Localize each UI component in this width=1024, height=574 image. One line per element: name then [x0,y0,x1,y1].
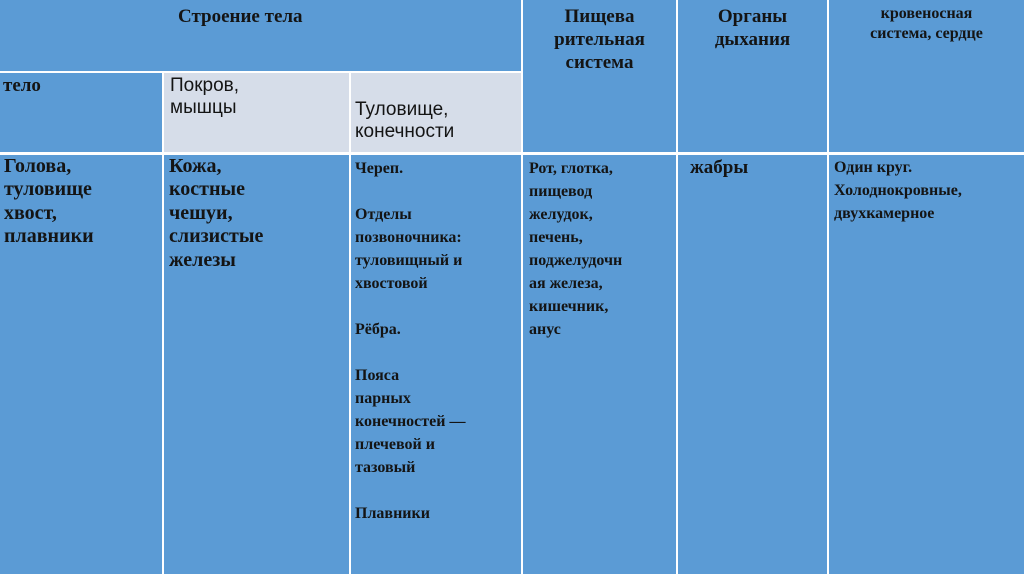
header-cell-digestive [523,0,676,152]
header-cell-respiratory [678,0,827,152]
header-circulatory: кровеносная система, сердце [870,5,983,42]
subheader-body: тело [3,75,41,96]
data-cell-skeleton [351,155,521,574]
header-digestive: Пищева рительная система [554,6,645,74]
subheader-cell-skeleton [351,73,521,152]
header-respiratory: Органы дыхания [714,6,791,51]
subheader-cell-body [0,73,162,152]
subheader-skeleton: Туловище, конечности [355,99,455,143]
data-respiratory: жабры [690,157,749,178]
header-cell-circulatory [829,0,1024,152]
data-cover: Кожа, костные чешуи, слизистые железы [169,155,264,271]
data-cell-body [0,155,162,574]
data-cell-digestive [523,155,676,574]
row-divider [0,152,1024,155]
data-cell-cover [164,155,349,574]
header-cell-body-structure [0,0,521,71]
data-digestive: Рот, глотка, пищевод желудок, печень, поджелудочн ая железа, кишечник, анус [529,160,623,339]
data-body: Голова, туловище хвост, плавники [4,155,94,248]
data-circulatory: Один круг. Холоднокровные, двухкамерное [834,159,962,223]
data-cell-respiratory [678,155,827,574]
header-body-structure: Строение тела [178,6,303,27]
subheader-cover: Покров, мышцы [170,75,240,119]
data-cell-circulatory [829,155,1024,574]
subheader-cell-cover [164,73,349,152]
data-skeleton: Череп. Отделы позвоночника: туловищный и хвостовой Рёбра. Пояса парных конечностей — плечевой и тазовый Плавники [355,160,466,523]
